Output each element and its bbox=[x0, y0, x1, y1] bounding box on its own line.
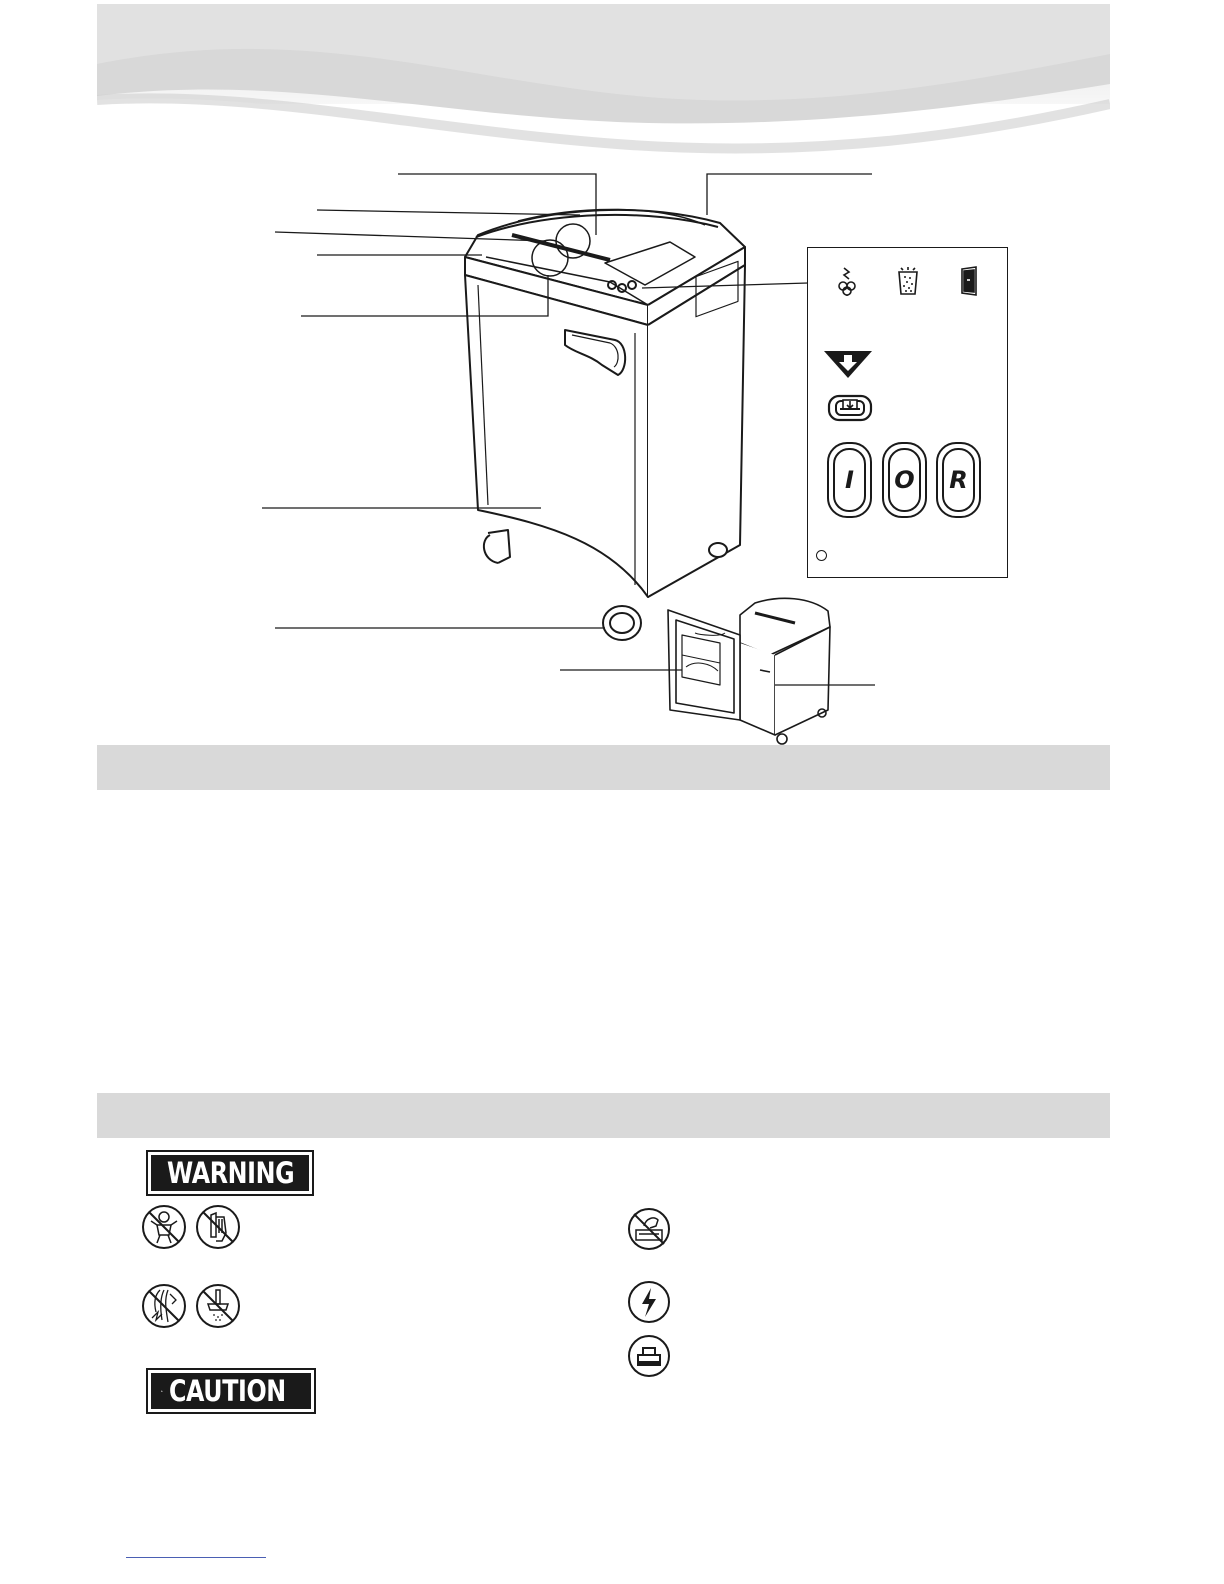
electric-shock-icon bbox=[626, 1279, 672, 1325]
no-loose-clothing-icon bbox=[194, 1203, 242, 1251]
warning-label: WARNING bbox=[167, 1156, 295, 1190]
jam-icon bbox=[834, 266, 860, 298]
on-button-label: I bbox=[833, 448, 866, 512]
shredder-illustration bbox=[250, 165, 890, 745]
control-panel-callout bbox=[807, 247, 1008, 578]
caution-sign bbox=[146, 1368, 316, 1414]
reverse-button-label: R bbox=[942, 448, 975, 512]
door-open-icon bbox=[958, 265, 980, 297]
no-hands-icon bbox=[626, 1206, 672, 1252]
footer-link-underline[interactable] bbox=[126, 1557, 266, 1558]
section-band-1 bbox=[97, 745, 1110, 790]
section-band-2 bbox=[97, 1093, 1110, 1138]
bin-full-icon bbox=[896, 266, 920, 296]
on-button[interactable] bbox=[827, 442, 872, 518]
no-hair-icon bbox=[140, 1282, 188, 1330]
auto-start-icon bbox=[827, 394, 873, 422]
no-aerosol-icon bbox=[194, 1282, 242, 1330]
off-button-label: O bbox=[888, 448, 921, 512]
header-wave-banner bbox=[97, 4, 1110, 166]
alert-triangle-icon bbox=[161, 1377, 163, 1405]
reverse-arrow-icon bbox=[822, 348, 874, 380]
caution-label: CAUTION bbox=[168, 1374, 286, 1408]
off-button[interactable] bbox=[882, 442, 927, 518]
warning-sign bbox=[146, 1150, 314, 1196]
power-indicator-light bbox=[816, 550, 827, 561]
no-children-icon bbox=[140, 1203, 188, 1251]
shredder-icon bbox=[626, 1333, 672, 1379]
reverse-button[interactable] bbox=[936, 442, 981, 518]
